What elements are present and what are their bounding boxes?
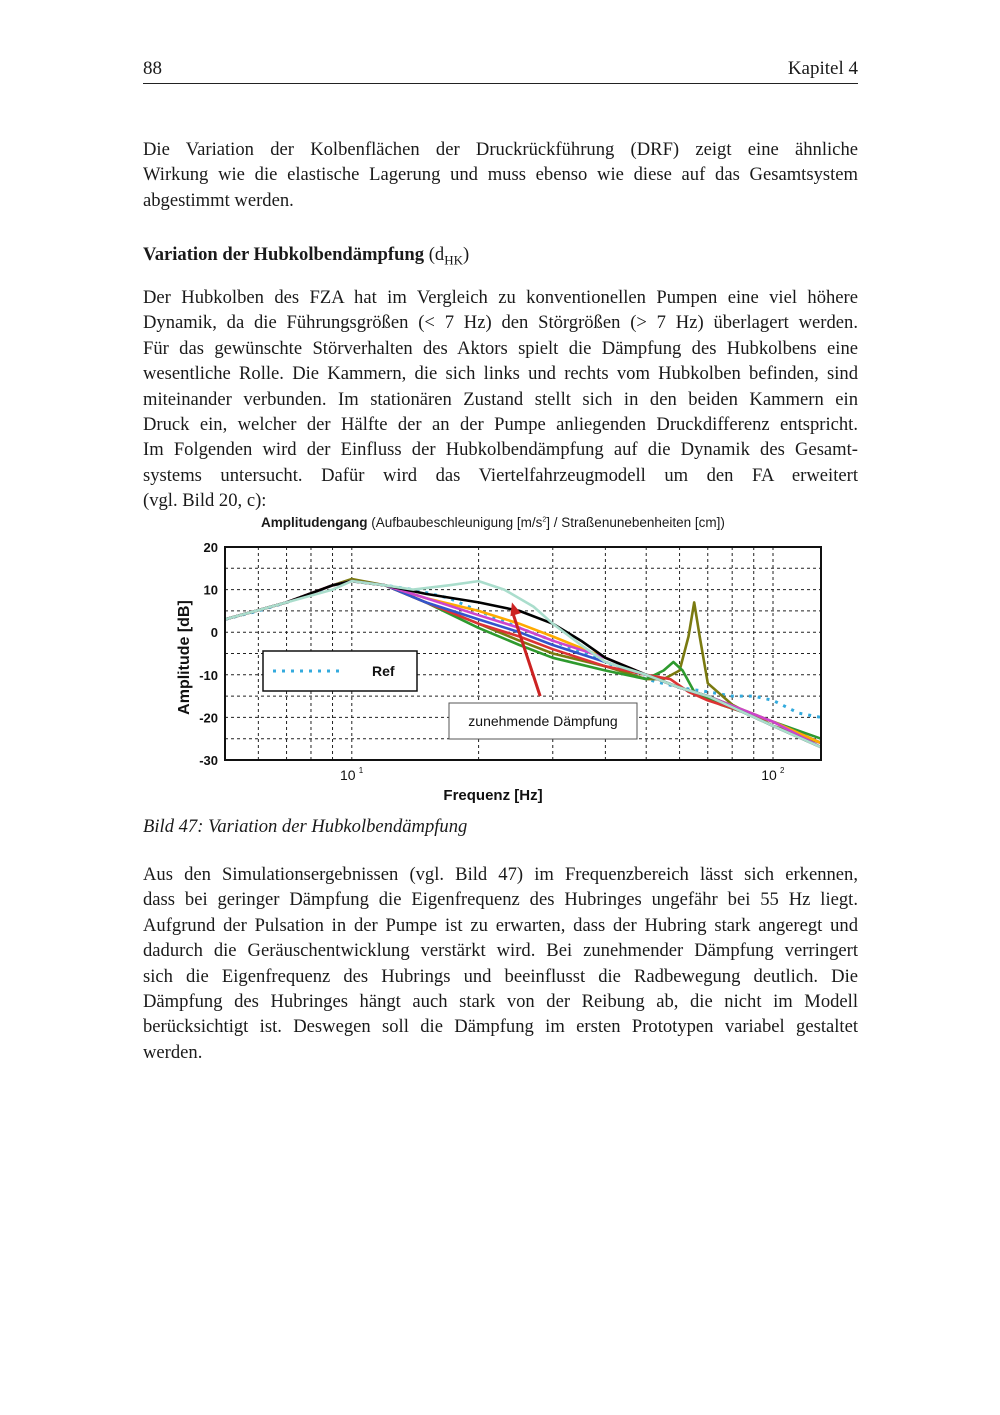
x-axis-label: Frequenz [Hz]: [443, 787, 543, 804]
chapter-label: Kapitel 4: [787, 58, 858, 79]
text-line: berücksichtigt ist. Deswegen soll die Dämpfung im ersten Prototypen variabel gestaltet: [143, 1016, 858, 1038]
y-tick-label: -30: [199, 753, 218, 768]
text-line: dass bei geringer Dämpfung die Eigenfrequenz des Hubringes ungefähr bei 55 Hz liegt.: [143, 889, 858, 911]
text-line: Für das gewünschte Störverhalten des Aktors spielt die Dämpfung des Hubkolbens eine: [143, 337, 858, 359]
chart-title-bold: Amplitudengang: [261, 515, 368, 530]
chart-title-end: ] / Straßenunebenheiten [cm]): [546, 515, 725, 530]
y-axis-label: Amplitude [dB]: [176, 600, 193, 715]
section-heading-symbol: [428, 244, 470, 268]
y-tick-label: 10: [203, 582, 218, 598]
x-tick-exponent: 2: [780, 766, 785, 775]
annotation: [449, 703, 637, 739]
text-line: (vgl. Bild 20, c):: [143, 490, 267, 512]
text-line: Aufgrund der Pulsation in der Pumpe ist zu erwarten, dass der Hubring stark angeregt und: [143, 914, 858, 936]
legend: [263, 651, 417, 691]
chart-svg: [165, 510, 845, 810]
chart-title: [261, 515, 725, 530]
chart-title-rest: (Aufbaubeschleunigung [m/s: [371, 515, 543, 530]
x-tick-label: 10: [340, 767, 356, 783]
text-line: Wirkung wie die elastische Lagerung und muss ebenso wie diese auf das Gesamtsystem: [143, 164, 858, 186]
x-tick-label: 10: [761, 767, 777, 783]
text-line: Dynamik, da die Führungsgrößen (< 7 Hz) den Störgrößen (> 7 Hz) überlagert werden.: [143, 312, 858, 334]
text-line: dadurch die Geräuschentwicklung verstärkt wird. Bei zunehmender Dämpfung verringert: [143, 940, 858, 962]
text-line: sich die Eigenfrequenz des Hubrings und beeinflusst die Radbewegung deutlich. Die: [143, 965, 858, 987]
text-line: Der Hubkolben des FZA hat im Vergleich zu konventionellen Pumpen eine viel höhere: [143, 287, 858, 308]
text-line: abgestimmt werden.: [143, 189, 294, 211]
y-tick-label: -10: [199, 667, 218, 683]
text-line: systems untersucht. Dafür wird das Viertelfahrzeugmodell um den FA erweitert: [143, 464, 858, 486]
text-line: werden.: [143, 1041, 203, 1063]
page-header: [143, 55, 858, 84]
section-heading: [143, 244, 469, 269]
legend-label-ref: Ref: [372, 663, 395, 679]
text-line: wesentliche Rolle. Die Kammern, die sich links und rechts vom Hubkolben befinden, sind: [143, 363, 858, 385]
figure-amplitude-response: [165, 510, 845, 810]
text-line: Aus den Simulationsergebnissen (vgl. Bild 47) im Frequenzbereich lässt sich erkennen,: [143, 864, 858, 885]
page-number: 88: [143, 58, 162, 79]
symbol-open: (d: [428, 244, 445, 265]
text-line: Die Variation der Kolbenflächen der Druckrückführung (DRF) zeigt eine ähnliche: [143, 139, 858, 160]
symbol-close: ): [463, 244, 470, 265]
y-tick-label: 0: [210, 625, 218, 641]
annotation-text: zunehmende Dämpfung: [468, 713, 618, 729]
body-paragraph: [143, 285, 858, 514]
text-line: Dämpfung des Hubringes hängt auch stark von der Reibung ab, die nicht im Modell: [143, 991, 858, 1013]
figure-caption: Bild 47: Variation der Hubkolbendämpfung: [143, 816, 468, 837]
y-tick-label: -20: [199, 710, 218, 726]
intro-paragraph: [143, 137, 858, 213]
section-heading-text: Variation der Hubkolbendämpfung: [143, 244, 425, 265]
symbol-sub: HK: [444, 252, 463, 268]
text-line: Im Folgenden wird der Einfluss der Hubkolbendämpfung auf die Dynamik des Gesamt-: [143, 439, 858, 461]
x-tick-exponent: 1: [358, 766, 364, 775]
y-tick-label: 20: [203, 540, 218, 555]
text-line: miteinander verbunden. Im stationären Zustand stellt sich in den beiden Kammern ein: [143, 388, 858, 410]
results-paragraph: [143, 862, 858, 1065]
chart-title-sup: 2: [542, 516, 547, 524]
text-line: Druck ein, welcher der Hälfte der an der Pumpe anliegenden Druckdifferenz entspricht.: [143, 414, 858, 436]
